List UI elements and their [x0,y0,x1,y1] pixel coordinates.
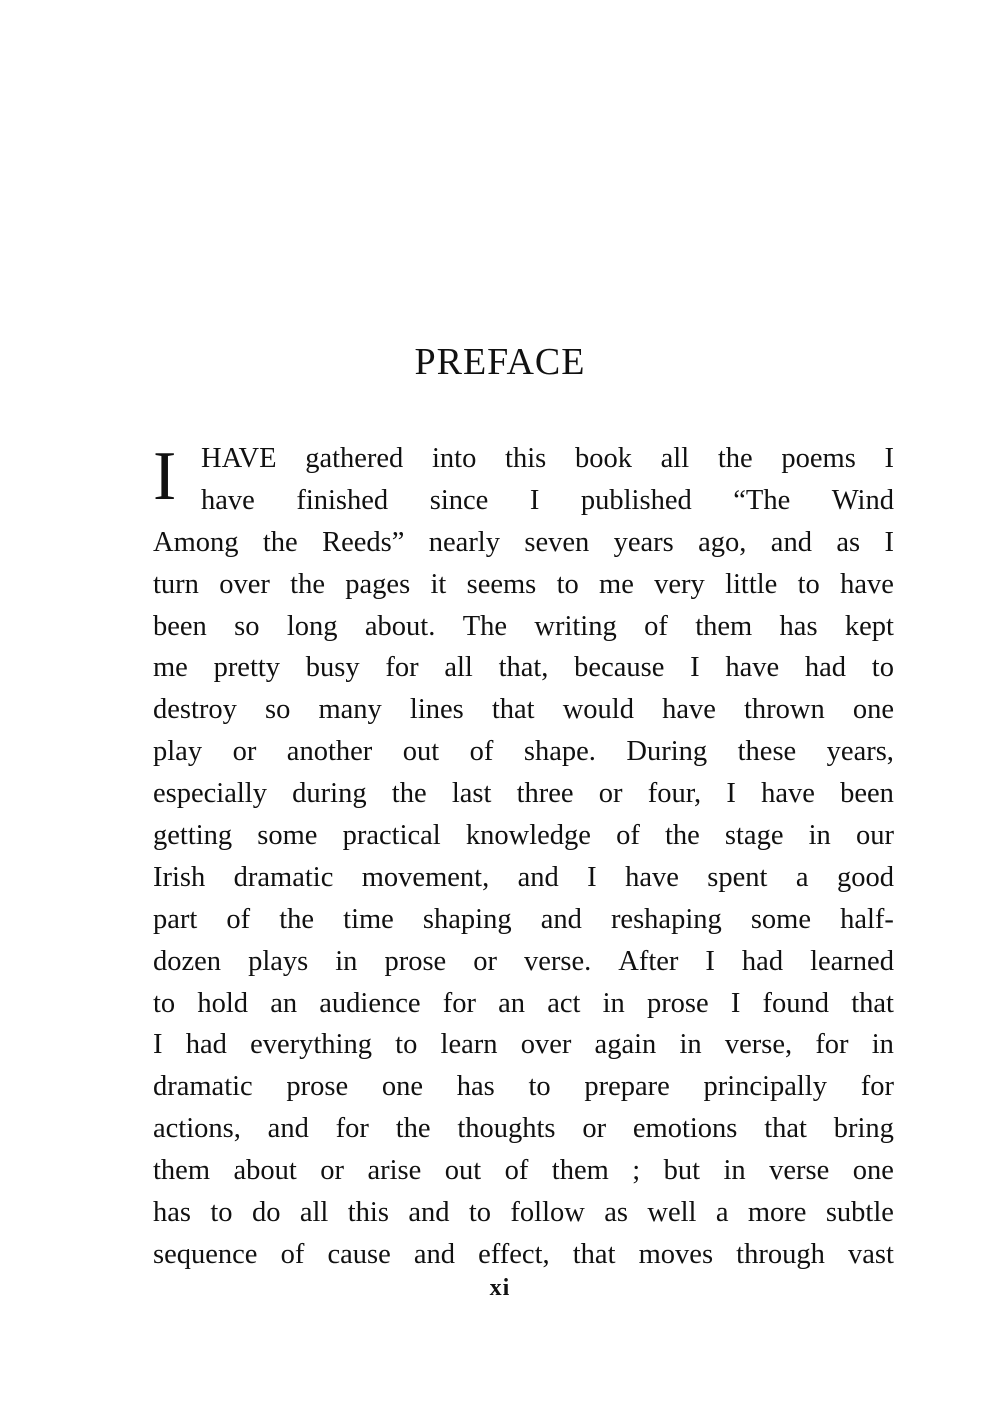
word: of [226,903,251,935]
word: to [153,987,176,1019]
word: an [498,987,526,1019]
word: as [604,1197,628,1229]
word: gathered [305,443,404,474]
word: them [695,610,753,642]
text-line [153,564,894,606]
word: vast [847,1238,894,1270]
word: during [292,778,367,810]
text-line [201,438,894,480]
word: I [153,1029,163,1061]
word: have [201,484,255,516]
word: shape. [523,736,596,768]
word: do [251,1197,281,1229]
word: that [491,694,535,726]
word: writing [534,610,617,642]
word: long [286,610,338,642]
word: the [262,526,298,558]
word: this [505,443,547,474]
word: have [761,778,815,810]
word: poems [781,443,856,474]
word: cause [327,1238,391,1270]
page-title: PREFACE [414,341,586,383]
word: finished [296,484,389,516]
word: for [860,1071,894,1103]
word: for [385,652,419,684]
word: that [851,987,894,1019]
word: this [347,1197,389,1229]
word: the [664,820,700,852]
word: that [764,1113,807,1145]
word: the [290,568,325,600]
word: all [299,1197,329,1229]
word: hold [197,987,249,1019]
word: “The [733,484,791,516]
word: verse. [523,945,592,977]
word: them [153,1155,210,1187]
word: so [234,610,260,642]
word: prose [286,1071,349,1103]
word: would [562,694,634,726]
word: published [580,484,692,516]
word: half- [840,903,894,935]
text-line [153,606,894,648]
word: book [574,443,632,474]
text-line [153,647,894,689]
word: and [413,1238,456,1270]
word: another [286,736,373,768]
word: has [456,1071,495,1103]
word: over [520,1029,572,1061]
word: movement, [361,861,490,893]
word: the [279,903,315,935]
word: a [715,1197,729,1229]
word: ; [632,1155,641,1187]
word: one [852,1155,894,1187]
word: actions, [153,1113,241,1145]
word: or [473,945,497,977]
word: that, [498,652,549,684]
word: I [884,443,894,474]
word: reshaping [610,903,722,935]
word: good [836,861,894,893]
word: one [852,694,894,726]
word: about [233,1155,297,1187]
word: our [855,820,894,852]
text-line [153,522,894,564]
word: thrown [743,694,825,726]
word: again [594,1029,657,1061]
word: or [320,1155,344,1187]
word: to [871,652,894,684]
word: had [804,652,847,684]
word: kept [844,610,894,642]
word: or [582,1113,607,1145]
text-line [153,1192,894,1234]
word: for [335,1113,369,1145]
word: HAVE [201,443,277,474]
preface-paragraph [153,438,894,1276]
text-line [153,1108,894,1150]
word: sequence [153,1238,258,1270]
word: turn [153,568,199,600]
text-line [153,983,894,1025]
word: has [153,1197,191,1229]
word: I [705,945,715,977]
word: prose [646,987,709,1019]
word: that [572,1238,616,1270]
word: more [747,1197,807,1229]
word: had [185,1029,227,1061]
word: the [391,778,427,810]
word: the [395,1113,431,1145]
word: into [432,443,477,474]
word: audience [319,987,421,1019]
word: for [442,987,476,1019]
word: and [540,903,582,935]
word: moves [638,1238,714,1270]
word: I [690,652,700,684]
word: to [556,568,579,600]
word: through [736,1238,825,1270]
word: for [815,1029,849,1061]
word: of [280,1238,305,1270]
word: out [402,736,440,768]
page-number: xi [489,1275,511,1301]
word: The [462,610,508,642]
word: pretty [213,652,281,684]
word: have [625,861,679,893]
word: many [318,694,382,726]
word: I [726,778,736,810]
text-line [153,815,894,857]
word: or [232,736,257,768]
word: been [840,778,894,810]
word: in [723,1155,746,1187]
word: it [430,568,447,600]
word: of [644,610,668,642]
text-line [153,1150,894,1192]
word: to [468,1197,492,1229]
word: three [516,778,574,810]
word: because [574,652,665,684]
word: knowledge [465,820,591,852]
word: principally [703,1071,827,1103]
text-line [201,480,894,522]
word: to [395,1029,418,1061]
word: During [626,736,708,768]
word: dramatic [153,1071,253,1103]
drop-cap: I [153,438,177,515]
text-line [153,731,894,773]
word: to [528,1071,551,1103]
word: everything [250,1029,372,1061]
word: had [741,945,784,977]
word: time [343,903,394,935]
word: four, [647,778,702,810]
word: to [797,568,820,600]
word: thoughts [457,1113,556,1145]
word: prepare [584,1071,670,1103]
word: of [616,820,640,852]
word: out [444,1155,482,1187]
word: part [153,903,198,935]
word: in [808,820,831,852]
word: seven [524,526,590,558]
word: and [770,526,812,558]
word: in [679,1029,702,1061]
word: nearly [428,526,500,558]
word: prose [384,945,447,977]
word: spent [707,861,768,893]
word: been [153,610,207,642]
word: I [730,987,741,1019]
text-line [153,1024,894,1066]
word: I [587,861,597,893]
word: dramatic [233,861,334,893]
word: practical [342,820,441,852]
word: of [504,1155,529,1187]
word: bring [833,1113,894,1145]
word: stage [724,820,784,852]
word: and [517,861,559,893]
word: verse [769,1155,830,1187]
text-line [153,1234,894,1276]
word: follow [510,1197,585,1229]
word: I [529,484,540,516]
word: especially [153,778,267,810]
word: so [265,694,291,726]
text-line [153,773,894,815]
text-line [153,1066,894,1108]
word: lines [409,694,464,726]
word: an [270,987,298,1019]
word: seems [466,568,537,600]
word: play [153,736,203,768]
text-line [153,857,894,899]
word: as [836,526,861,558]
word: have [725,652,780,684]
word: or [598,778,623,810]
word: Irish [153,861,206,893]
word: a [795,861,809,893]
word: since [429,484,489,516]
word: Among [153,526,239,558]
word: arise [367,1155,422,1187]
word: verse, [724,1029,793,1061]
word: some [750,903,812,935]
word: to [210,1197,233,1229]
word: Reeds” [322,526,405,558]
word: has [779,610,818,642]
word: years, [826,736,894,768]
word: shaping [422,903,512,935]
word: have [840,568,894,600]
word: one [381,1071,424,1103]
word: over [219,568,270,600]
word: emotions [632,1113,738,1145]
word: ago, [698,526,747,558]
word: pages [345,568,411,600]
word: found [762,987,830,1019]
word: them [551,1155,609,1187]
word: these [737,736,797,768]
word: of [469,736,494,768]
word: subtle [825,1197,894,1229]
word: I [884,526,894,558]
word: all [444,652,473,684]
word: last [451,778,492,810]
word: learned [810,945,894,977]
text-line [153,899,894,941]
word: learn [440,1029,498,1061]
word: plays [248,945,309,977]
word: dozen [153,945,222,977]
word: in [335,945,358,977]
word: Wind [831,484,894,516]
word: the [717,443,753,474]
word: me [599,568,634,600]
word: years [613,526,674,558]
word: destroy [153,694,237,726]
word: effect, [478,1238,550,1270]
word: and [267,1113,309,1145]
word: act [547,987,581,1019]
word: After [618,945,679,977]
word: well [647,1197,697,1229]
word: busy [305,652,360,684]
word: in [871,1029,894,1061]
text-line [153,941,894,983]
word: have [662,694,716,726]
word: little [725,568,778,600]
word: some [257,820,318,852]
word: very [654,568,705,600]
word: but [663,1155,701,1187]
text-line [153,689,894,731]
word: in [602,987,625,1019]
word: and [408,1197,450,1229]
word: getting [153,820,233,852]
word: all [660,443,690,474]
word: me [153,652,188,684]
word: about. [364,610,436,642]
